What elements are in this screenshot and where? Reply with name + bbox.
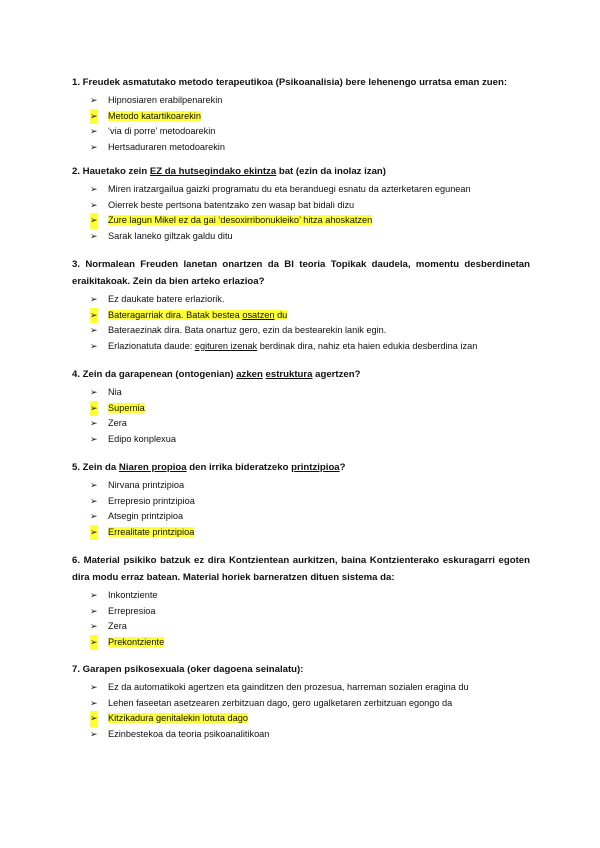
arrow-bullet-icon: ➢ <box>90 418 98 428</box>
option[interactable]: ➢ Hertsaduraren metodoarekin <box>72 140 530 156</box>
arrow-bullet-icon: ➢ <box>90 109 98 125</box>
arrow-bullet-icon: ➢ <box>90 184 98 194</box>
option-correct[interactable]: ➢ Metodo katartikoarekin <box>72 109 530 125</box>
option[interactable]: ➢ Hipnosiaren erabilpenarekin <box>72 93 530 109</box>
arrow-bullet-icon: ➢ <box>90 126 98 136</box>
option[interactable]: ➢ Sarak laneko giltzak galdu ditu <box>72 229 530 245</box>
arrow-bullet-icon: ➢ <box>90 213 98 229</box>
options-list <box>72 588 530 650</box>
option-correct[interactable]: ➢ Bateragarriak dira. Batak bestea osatzen du <box>72 308 530 324</box>
arrow-bullet-icon: ➢ <box>90 728 98 739</box>
arrow-bullet-icon: ➢ <box>90 605 98 616</box>
option[interactable]: ➢ Atsegin printzipioa <box>72 509 530 525</box>
option-correct[interactable]: ➢ Supernia <box>72 401 530 417</box>
option[interactable]: ➢ Nia <box>72 385 530 401</box>
option-correct[interactable]: ➢ Prekontziente <box>72 635 530 651</box>
question-4 <box>72 366 530 447</box>
question-title: 2. Hauetako zein EZ da hutsegindako ekintza bat (ezin da inolaz izan) <box>72 166 386 177</box>
question-title: 1. Freudek asmatutako metodo terapeutikoa (Psikoanalisia) bere lehenengo urratsa eman zuen: <box>72 77 508 88</box>
arrow-bullet-icon: ➢ <box>90 590 98 600</box>
arrow-bullet-icon: ➢ <box>90 682 98 692</box>
arrow-bullet-icon: ➢ <box>90 495 98 506</box>
question-5 <box>72 459 530 540</box>
options-list <box>72 478 530 540</box>
option[interactable]: ➢ Errepresioa <box>72 604 530 620</box>
question-title: 5. Zein da Niaren propioa den irrika bideratzeko printzipioa? <box>72 462 346 473</box>
arrow-bullet-icon: ➢ <box>90 480 98 490</box>
question-3 <box>72 256 530 354</box>
arrow-bullet-icon: ➢ <box>90 340 98 351</box>
question-title: 4. Zein da garapenean (ontogenian) azken estruktura agertzen? <box>72 369 361 380</box>
option[interactable]: ➢ Zera <box>72 416 530 432</box>
option-correct[interactable]: ➢ Zure lagun Mikel ez da gai ‘desoxirribonukleiko’ hitza ahoskatzen <box>72 213 530 229</box>
option[interactable]: ➢ Edipo konplexua <box>72 432 530 448</box>
arrow-bullet-icon: ➢ <box>90 621 98 631</box>
option[interactable]: ➢ Oierrek beste pertsona batentzako zen wasap bat bidali dizu <box>72 198 530 214</box>
option-correct[interactable]: ➢ Errealitate printzipioa <box>72 525 530 541</box>
option[interactable]: ➢ Errepresio printzipioa <box>72 494 530 510</box>
options-list <box>72 182 530 244</box>
arrow-bullet-icon: ➢ <box>90 294 98 304</box>
option[interactable]: ➢ Inkontziente <box>72 588 530 604</box>
option[interactable]: ➢ Erlazionatuta daude: egituren izenak berdinak dira, nahiz eta haien edukia desberdina izan <box>72 339 530 355</box>
question-title: 7. Garapen psikosexuala (oker dagoena seinalatu): <box>72 664 304 675</box>
option[interactable]: ➢ Ezinbestekoa da teoria psikoanalitikoan <box>72 727 530 743</box>
option[interactable]: ➢ Ez da automatikoki agertzen eta gainditzen den prozesua, harreman sozialen eragina du <box>72 680 530 696</box>
question-6 <box>72 552 530 650</box>
question-title: 6. Material psikiko batzuk ez dira Kontzientean aurkitzen, baina Kontzienterako eskuragarri egoten dira modu erraz batean. Material horiek barneratzen dituen sistema da: <box>72 555 530 583</box>
arrow-bullet-icon: ➢ <box>90 433 98 444</box>
option[interactable]: ➢ Miren iratzargailua gaizki programatu du eta beranduegi esnatu da azterketaren egunean <box>72 182 530 198</box>
options-list <box>72 385 530 447</box>
options-list <box>72 93 530 155</box>
options-list <box>72 680 530 742</box>
question-title: 3. Normalean Freuden lanetan onartzen da BI teoria Topikak daudela, momentu desberdinetan eraikitakoak. Zein da bien arteko erlazioa? <box>72 259 530 287</box>
option[interactable]: ➢ ‘via di porre’ metodoarekin <box>72 124 530 140</box>
arrow-bullet-icon: ➢ <box>90 711 98 727</box>
question-1 <box>72 74 530 155</box>
arrow-bullet-icon: ➢ <box>90 697 98 708</box>
arrow-bullet-icon: ➢ <box>90 141 98 152</box>
arrow-bullet-icon: ➢ <box>90 230 98 241</box>
question-7 <box>72 661 530 742</box>
arrow-bullet-icon: ➢ <box>90 401 98 417</box>
arrow-bullet-icon: ➢ <box>90 95 98 105</box>
arrow-bullet-icon: ➢ <box>90 325 98 335</box>
question-2 <box>72 163 530 244</box>
option[interactable]: ➢ Bateraezinak dira. Bata onartuz gero, ezin da bestearekin lanik egin. <box>72 323 530 339</box>
arrow-bullet-icon: ➢ <box>90 199 98 210</box>
arrow-bullet-icon: ➢ <box>90 308 98 324</box>
arrow-bullet-icon: ➢ <box>90 511 98 521</box>
option[interactable]: ➢ Nirvana printzipioa <box>72 478 530 494</box>
arrow-bullet-icon: ➢ <box>90 525 98 541</box>
option[interactable]: ➢ Ez daukate batere erlaziorik. <box>72 292 530 308</box>
arrow-bullet-icon: ➢ <box>90 635 98 651</box>
option[interactable]: ➢ Zera <box>72 619 530 635</box>
options-list <box>72 292 530 354</box>
option[interactable]: ➢ Lehen faseetan asetzearen zerbitzuan dago, gero ugalketaren zerbitzuan egongo da <box>72 696 530 712</box>
option-correct[interactable]: ➢ Kitzikadura genitalekin lotuta dago <box>72 711 530 727</box>
arrow-bullet-icon: ➢ <box>90 387 98 397</box>
